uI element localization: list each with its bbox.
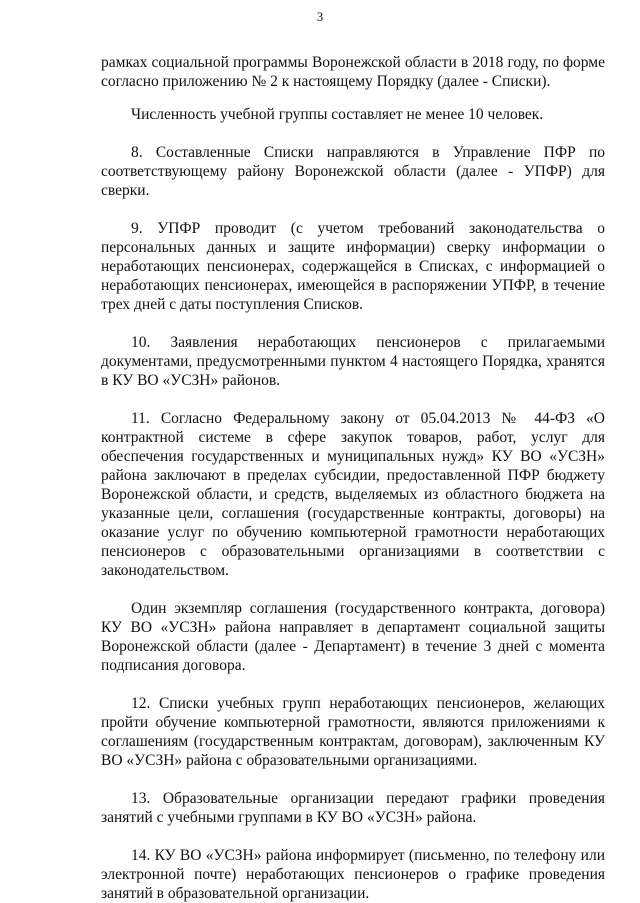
paragraph-group-size: Численность учебной группы составляет не менее 10 человек.	[131, 106, 544, 123]
paragraph-agreement-copy: Один экземпляр соглашения (государственного контракта, договора) КУ ВО «УСЗН» района направляет в департамент социальной защиты Воронежской области (далее - Департамент) в течение 3 дней с момента подписания договора.	[101, 600, 605, 674]
paragraph-11: 11. Согласно Федеральному закону от 05.04.2013 № 44-ФЗ «О контрактной системе в сфере закупок товаров, работ, услуг для обеспечения государственных и муниципальных нужд» КУ ВО «УСЗН» района заключают в пределах субсидии, предоставленной ПФР бюджету Воронежской области, и средств, выделяемых из областного бюджета на указанные цели, соглашения (государственные контракты, договоры) на оказание услуг по обучению компьютерной грамотности неработающих пенсионеров с образовательными организациями в соответствии с законодательством.	[101, 410, 605, 579]
paragraph-10: 10. Заявления неработающих пенсионеров с прилагаемыми документами, предусмотренными пунктом 4 настоящего Порядка, хранятся в КУ ВО «УСЗН» районов.	[101, 334, 605, 389]
page-number: 3	[316, 10, 324, 24]
paragraph-8: 8. Составленные Списки направляются в Управление ПФР по соответствующему району Воронежской области (далее - УПФР) для сверки.	[101, 144, 605, 199]
paragraph-14: 14. КУ ВО «УСЗН» района информирует (письменно, по телефону или электронной почте) неработающих пенсионеров о графике проведения занятий в образовательной организации.	[101, 847, 605, 902]
paragraph-13: 13. Образовательные организации передают графики проведения занятий с учебными группами в КУ ВО «УСЗН» района.	[101, 790, 605, 826]
paragraph-continuation: рамках социальной программы Воронежской области в 2018 году, по форме согласно приложению № 2 к настоящему Порядку (далее - Списки).	[101, 54, 605, 90]
paragraph-12: 12. Списки учебных групп неработающих пенсионеров, желающих пройти обучение компьютерной грамотности, являются приложениями к соглашениям (государственным контрактам, договорам), заключенным КУ ВО «УСЗН» района с образовательными организациями.	[101, 695, 605, 769]
paragraph-9: 9. УПФР проводит (с учетом требований законодательства о персональных данных и защите информации) сверку информации о неработающих пенсионерах, содержащейся в Списках, с информацией о неработающих пенсионерах, имеющейся в распоряжении УПФР, в течение трех дней с даты поступления Списков.	[101, 220, 605, 313]
document-body	[101, 53, 605, 903]
